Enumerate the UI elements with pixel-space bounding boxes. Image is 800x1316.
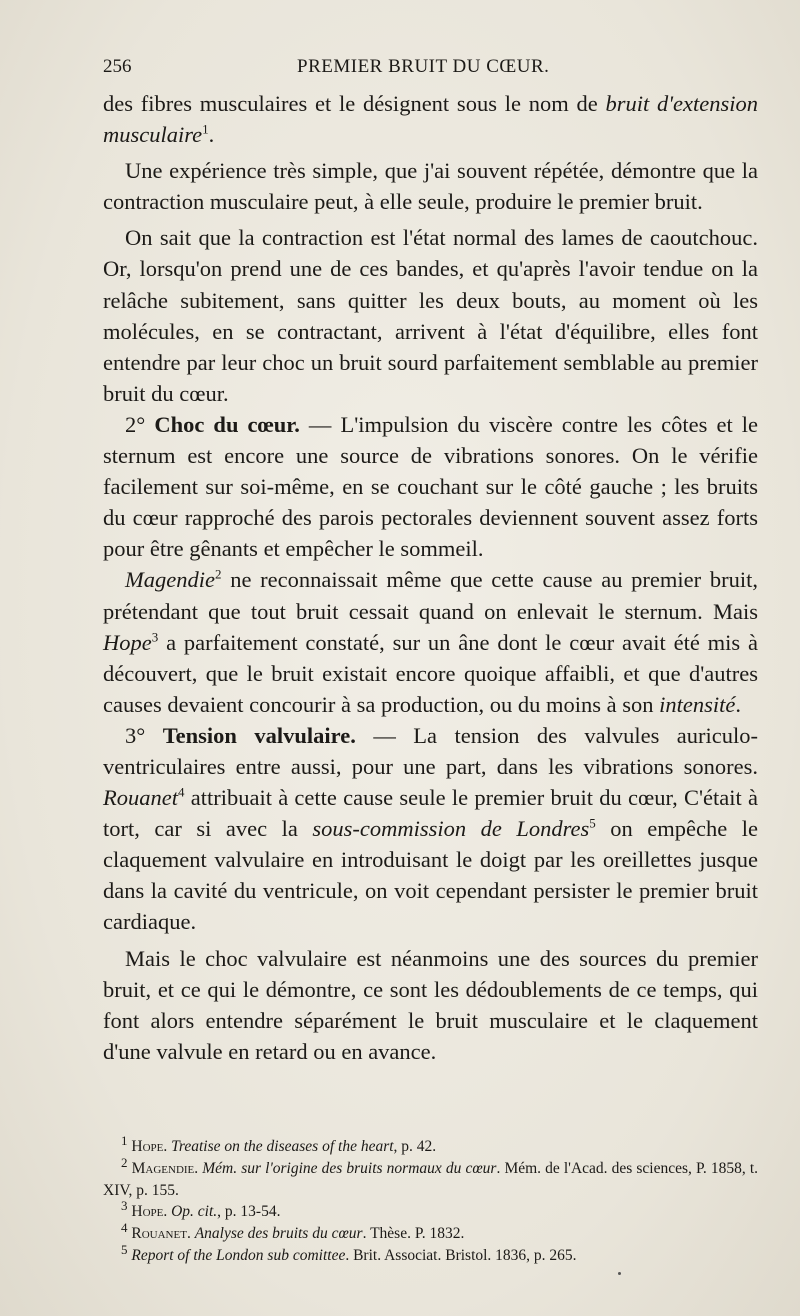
footnotes xyxy=(103,1132,759,1267)
footnote-title: Mém. sur l'origine des bruits normaux du cœur xyxy=(202,1159,497,1177)
footnote: $^1$ Hope. Treatise on the diseases of the heart, p. 42. xyxy=(121,1132,437,1155)
author-name: Magendie xyxy=(125,567,215,593)
footnote-author: Rouanet xyxy=(131,1225,187,1243)
page-header xyxy=(103,52,758,86)
footnote: $^2$ Magendie. Mém. sur l'origine des bruits normaux du cœur. Mém. de l'Acad. des sciences, P. 1858, t. XIV, p. 155. xyxy=(103,1154,759,1199)
paragraph-2: Une expérience très simple, que j'ai souvent répétée, démontre que la contraction musculaire peut, à elle seule, produire le premier bruit. xyxy=(103,158,758,215)
footnote-number: 2 xyxy=(121,1154,128,1170)
paragraph-3: On sait que la contraction est l'état normal des lames de caoutchouc. Or, lorsqu'on prend une de ces bandes, et qu'après l'avoir tendue on la relâche subitement, sans quitter les deux bouts, au moment où les molécules, en se contractant, arrivent à l'état d'équilibre, elles font entendre par leur choc un bruit sourd parfaitement semblable au premier bruit du cœur. xyxy=(103,225,758,406)
page-number: 256 xyxy=(103,56,132,77)
paragraph-4 xyxy=(103,409,758,564)
footnote-rest: . Mém. de l'Acad. des sciences, P. 1858, t. XIV, p. 155. xyxy=(103,1159,759,1199)
footnote-number: 3 xyxy=(121,1198,128,1214)
author-name: Rouanet xyxy=(103,785,178,811)
footnote-title: Op. cit. xyxy=(171,1203,218,1221)
text-span: — L'impulsion du viscère contre les côtes et le sternum est encore une source de vibrations sonores. On le vérifie facilement sur soi-même, en se couchant sur le côté gauche ; les bruits du cœur rapproché des parois pectorales deviennent souvent assez forts pour être gênants et empêcher le sommeil. xyxy=(103,411,759,562)
text-span: a parfaitement constaté, sur un âne dont le cœur avait été mis à découvert, que le bruit existait encore quoique affaibli, et que d'autres causes devaient concourir à sa production, ou du moins à son xyxy=(103,629,758,717)
body-text xyxy=(103,88,758,1067)
footnote-author: Hope xyxy=(131,1203,164,1221)
footnote-rest: . Thèse. P. 1832. xyxy=(362,1225,465,1243)
text-span: — La tension des valvules auriculo-ventriculaires entre aussi, pour une part, dans les vibrations sonores. xyxy=(103,722,759,779)
italic-term: bruit d'extension musculaire xyxy=(103,91,758,148)
paragraph-5 xyxy=(103,564,758,719)
section-number: 3° xyxy=(125,722,146,748)
footnote-number: 1 xyxy=(121,1132,128,1148)
footnote-author: Hope xyxy=(131,1138,164,1155)
footnote-title: Report of the London sub comittee xyxy=(131,1246,346,1264)
print-speck xyxy=(618,1272,621,1275)
footnote-rest: , p. 42. xyxy=(393,1138,437,1155)
section-heading: Tension valvulaire. xyxy=(162,722,356,748)
italic-term: sous-commission de Londres xyxy=(312,816,590,842)
text-span: attribuait à cette cause seule le premier bruit du cœur, C'était à tort, car si avec la xyxy=(103,785,758,842)
author-name: Hope xyxy=(103,629,152,655)
footnote-ref: 5 xyxy=(589,815,596,831)
footnote: $^3$ Hope. Op. cit., p. 13-54. xyxy=(121,1198,281,1221)
running-title: PREMIER BRUIT DU CŒUR. xyxy=(297,56,550,77)
footnote-number: 5 xyxy=(121,1241,128,1257)
paragraph-6 xyxy=(103,720,758,938)
footnote-author: Magendie xyxy=(131,1159,195,1177)
footnote-ref: 3 xyxy=(151,629,159,645)
footnote-ref: 4 xyxy=(177,784,185,800)
paragraph-7: Mais le choc valvulaire est néanmoins une des sources du premier bruit, et ce qui le démontre, ce sont les dédoublements de ce temps, qui font alors entendre séparément le bruit musculaire et le claquement d'une valvule en retard ou en avance. xyxy=(103,945,758,1064)
footnote-rest: , p. 13-54. xyxy=(217,1203,281,1221)
footnote-number: 4 xyxy=(121,1220,128,1236)
footnote-ref: 1 xyxy=(202,121,209,137)
text-span: des fibres musculaires et le désignent sous le nom de xyxy=(103,91,606,116)
italic-term: intensité xyxy=(659,691,736,717)
text-span: ne reconnaissait même que cette cause au premier bruit, prétendant que tout bruit cessait quand on enlevait le sternum. Mais xyxy=(103,567,758,624)
paragraph-1 xyxy=(103,88,758,150)
text-span: . xyxy=(208,122,215,148)
footnote-ref: 2 xyxy=(214,566,222,582)
footnote-title: Treatise on the diseases of the heart xyxy=(171,1138,394,1155)
footnote-rest: . Brit. Associat. Bristol. 1836, p. 265. xyxy=(345,1246,577,1264)
footnote xyxy=(103,1241,758,1267)
text-span: on empêche le claquement valvulaire en introduisant le doigt par les oreillettes jusque dans la cavité du ventricule, on voit cependant persister le premier bruit cardiaque. xyxy=(103,816,758,935)
section-heading: Choc du cœur. xyxy=(154,411,300,437)
footnote-title: Analyse des bruits du cœur xyxy=(194,1225,363,1243)
text-span: . xyxy=(735,691,741,717)
footnote: $^4$ Rouanet. Analyse des bruits du cœur. Thèse. P. 1832. xyxy=(121,1220,465,1243)
section-number: 2° xyxy=(125,411,146,437)
